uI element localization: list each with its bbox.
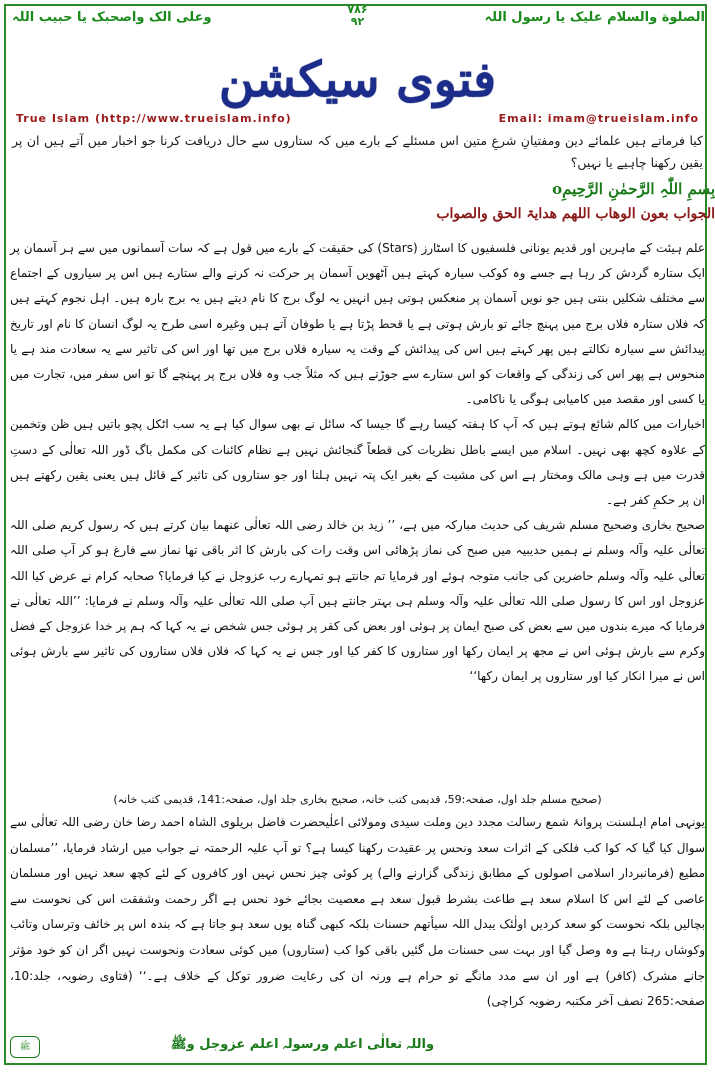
email-link[interactable]: Email: imam@trueislam.info xyxy=(498,112,699,125)
answer-heading: الجواب بعون الوھاب اللھم ھدایۃ الحق والصواب xyxy=(436,206,715,222)
site-link[interactable]: True Islam (http://www.trueislam.info) xyxy=(16,112,292,125)
page-title: فتوی سیکشن xyxy=(218,52,497,108)
header-center-mark xyxy=(0,4,715,28)
body-paragraph: یونہی امام اہلسنت پروانۂ شمع رسالت مجدد دین وملت سیدی ومولائی اعلٰیحضرت فاضل بریلوی الشاہ احمد رضا خان رضی اللہ تعالٰی سے سوال کیا گیا کہ کوا کب فلکی کے اثرات سعد ونحس پر عقیدت رکھنا کیسا ہے؟ تو آپ علیہ الرحمتہ نے جواب میں ارشاد فرمایا، ’’مسلمان مطیع (فرمانبردار اسلامی اصولوں کے مطابق زندگی گزارنے والے) پر کوئی چیز نحس نہیں اور کافروں کے لئے کچھ سعد نہیں اور مسلمان عاصی کے لئے اس کا اسلام سعد ہے طاعت بشرط قبول سعد ہے معصیت بجائے خود نحس ہے اگر رحمت وشفقت اس کی نحوست سے بچالیں بلکہ نحوست کو سعد کردیں اولٰئک یبدل اللہ سیأتھم حسنات بلکہ کبھی گناہ یوں سعد ہو جاتا ہے کہ بندہ اس پر خائف وترساں وتائب وکوشاں رہتا ہے وہ وصل گیا اور بہت سی حسنات مل گئیں باقی کوا کب (ستاروں) میں کوئی سعادت ونحوست نہیں اگر ان کو خود مؤثر جانے مشرک (کافر) ہے اور ان سے مدد مانگے تو حرام ہے ورنہ ان کی رعایت ضرور توکل کے خلاف ہے۔‘‘ (فتاوی رضویہ، جلد:10، صفحہ:265 نصف آخر مکتبہ رضویہ کراچی) xyxy=(10,815,705,1009)
question-text: کیا فرماتے ہیں علمائے دین ومفتیانِ شرعِ متین اس مسئلے کے بارے میں کہ ستاروں سے حال دریافت کرنا جو اخبار میں آتے ہیں ان پر یقین رکھنا چاہیے یا نہیں؟ xyxy=(12,133,703,170)
body-paragraph: صحیح بخاری وصحیح مسلم شریف کی حدیث مبارکہ میں ہے، ’’ زید بن خالد رضی اللہ تعالٰی عنھما بیان کرتے ہیں کہ رسول کریم صلی اللہ تعالٰی علیہ وآلہ وسلم نے ہمیں حدیبیہ میں صبح کی نماز پڑھائی اس وقت رات کی بارش کا اثر باقی تھا نماز سے فارغ ہو کر آپ صلی اللہ تعالٰی علیہ وآلہ وسلم حاضرین کی جانب متوجہ ہوئے اور فرمایا تم جانتے ہو تمہارے رب عزوجل نے کیا فرمایا؟ صحابہ کرام نے عرض کیا اللہ عزوجل اور اس کا رسول صلی اللہ تعالٰی علیہ وآلہ وسلم ہی بہتر جانتے ہیں آپ صلی اللہ تعالٰی علیہ وآلہ وسلم نے فرمایا: ’’اللہ تعالٰی نے فرمایا کہ میرے بندوں میں سے بعض کی صبح ایمان پر ہوئی اور بعض کی کفر پر ہوئی جس شخص نے یہ کہا کہ ہم پر خدا عزوجل کے فضل وکرم سے بارش ہوئی اس نے مجھ پر ایمان رکھا اور ستاروں کا کفر کیا اور جس نے یہ کہا کہ فلاں فلاں ستاروں کی تاثیر سے بارش ہوئی اس نے میرا انکار کیا اور ستاروں پر ایمان رکھا‘‘ xyxy=(10,518,705,684)
header-salutation-right: الصلوة والسلام علیک یا رسول اللہ xyxy=(484,10,705,25)
salutation-seal-icon: ﷺ xyxy=(10,1036,40,1058)
answer-body-continued xyxy=(10,810,705,1015)
bismillah: بِسمِ اللّٰہِ الرَّحمٰنِ الرَّحِیمِo xyxy=(552,180,715,198)
closing-text: واللہ تعالٰی اعلم ورسولہ اعلم عزوجل وﷺ xyxy=(170,1037,435,1052)
center-mark-bottom: ۹۲ xyxy=(350,15,365,28)
closing-row xyxy=(10,1036,705,1060)
answer-body xyxy=(10,236,705,690)
header-salutation-left: وعلی الک واصحبک یا حبیب اللہ xyxy=(12,10,212,25)
body-paragraph: علم ہیئت کے ماہرین اور قدیم یونانی فلسفیوں کا اسٹارز (Stars) کی حقیقت کے بارے میں قول ہے کہ سات آسمانوں میں سے ہر آسمان پر ایک ستارہ گردش کر رہا ہے جسے وہ کوکب سیارہ کہتے ہیں آٹھویں آسمان پر حرکت نہ کرنے والے ستارے ہیں اس پر سیاروں کے اجتماع سے مختلف شکلیں بنتی ہیں جو نویں آسمان پر منعکس ہوتی ہیں انہیں یہ لوگ برج کا نام دیتے ہیں یہ برج بارہ ہیں۔ اہل نجوم کہتے ہیں کہ فلاں ستارہ فلاں برج میں پہنچ جائے تو بارش ہوتی ہے یا قحط پڑتا ہے یا طوفان آتے ہیں وغیرہ اسی طرح یہ لوگ انسان کا نام اور تاریخ پیدائش سے سیارہ نکالتے ہیں پھر کہتے ہیں اس کی پیدائش کے وقت یہ سیارہ فلاں برج میں تھا اور اس کی تاثیر سے یہ سعادت مند ہے یا منحوس ہے پھر اس کی زندگی کے واقعات کو اس ستارے سے جوڑتے ہیں کہ مثلاً جب وہ فلاں برج پر پہنچے گا تو اس سفر میں، تجارت میں یا کسی اور مقصد میں کامیابی ہوگی یا ناکامی۔ xyxy=(10,241,705,407)
center-mark-top: ۷۸۶ xyxy=(347,3,368,16)
reference-citation: (صحیح مسلم جلد اول، صفحہ:59، قدیمی کتب خانہ، صحیح بخاری جلد اول، صفحہ:141، قدیمی کتب خانہ) xyxy=(113,793,602,806)
body-paragraph: اخبارات میں کالم شائع ہوتے ہیں کہ آپ کا ہفتہ کیسا رہے گا جیسا کہ سائل نے بھی سوال کیا ہے یہ سب اٹکل پچو باتیں ہیں ظن وتخمین کے علاوہ کچھ بھی نہیں۔ اسلام میں ایسے باطل نظریات کی قطعاً گنجائش نہیں ہے نظام کائنات کی مکمل باگ ڈور اللہ تعالٰی کے دستِ قدرت میں ہے وہی مالک ومختار ہے اس کی مشیت کے بغیر ایک پتہ نہیں ہلتا اور جو ستاروں کی تاثیر کے قائل ہیں یعنی یقین رکھتے ہیں ان پر حکمِ کفر ہے۔ xyxy=(10,417,705,508)
